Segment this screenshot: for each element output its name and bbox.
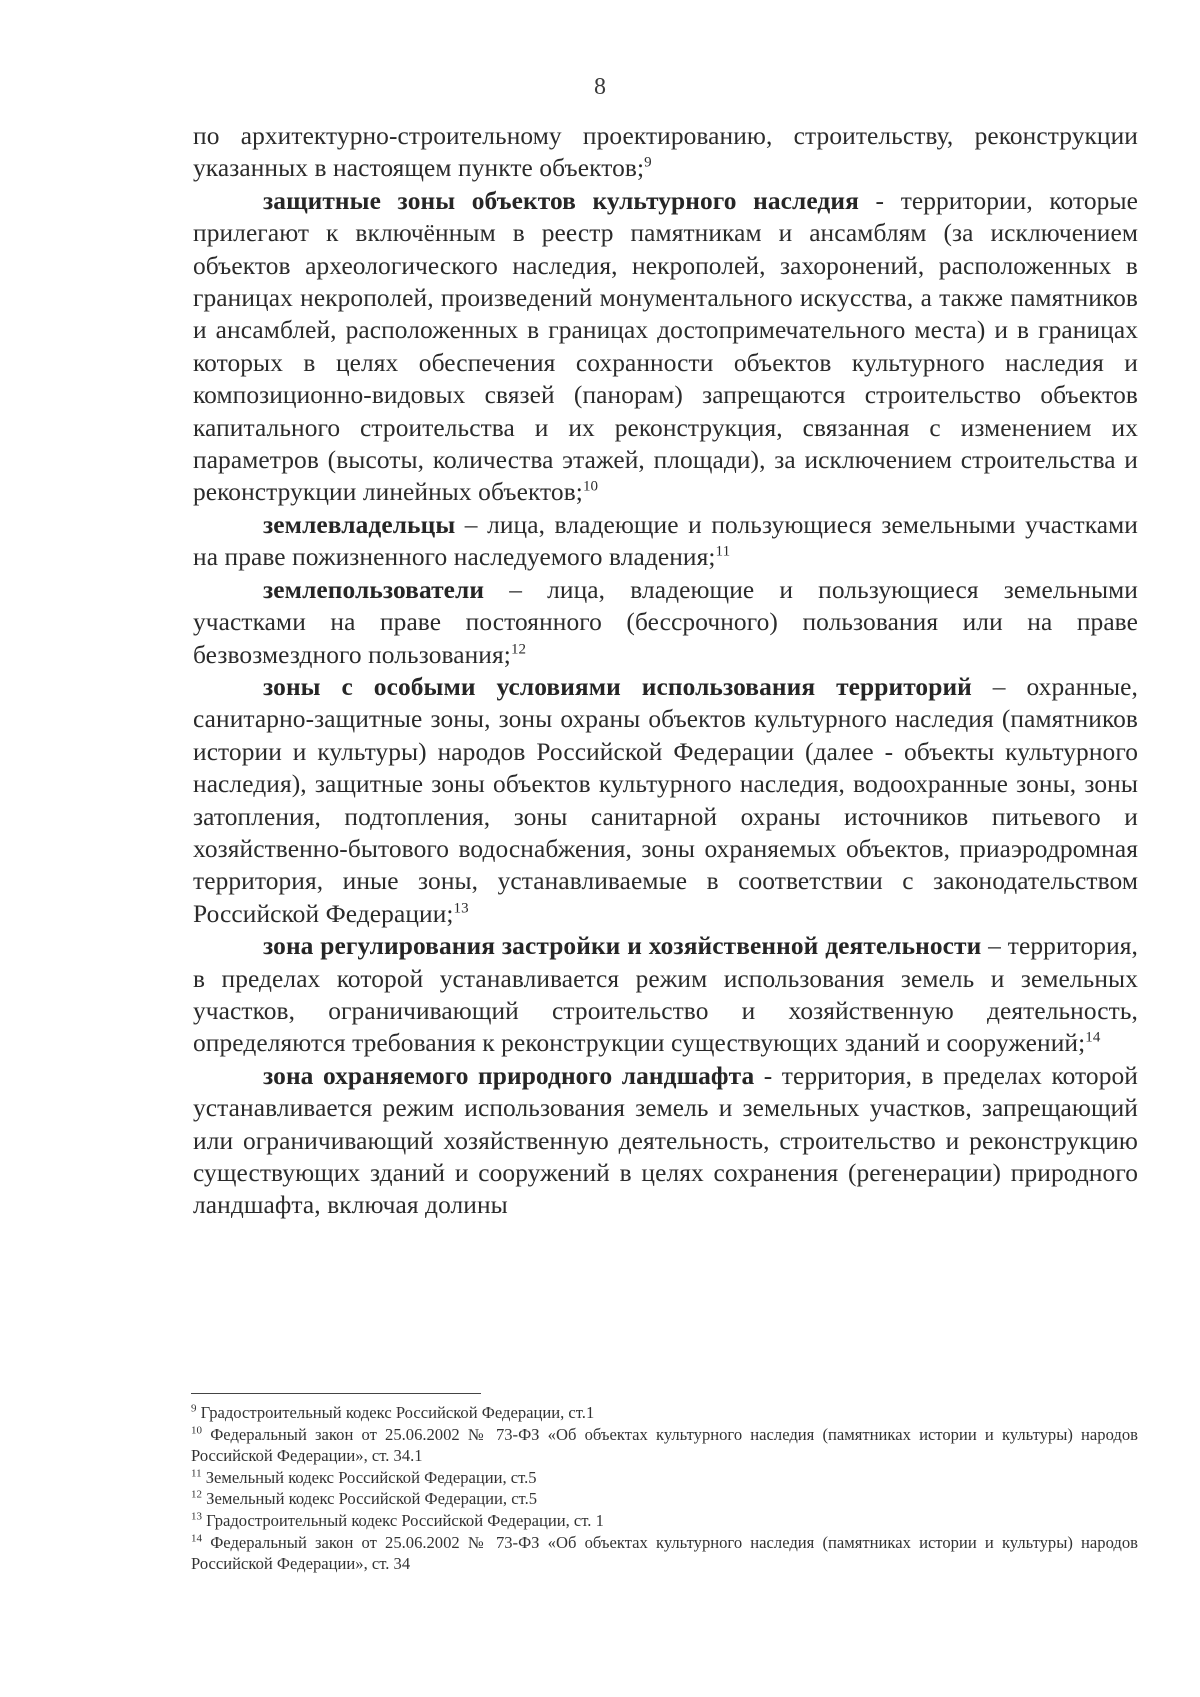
definition-text: – лица, владеющие и пользующиеся земельными участками на праве пожизненного наследуемого владения;	[193, 510, 1138, 572]
footnote-text: Федеральный закон от 25.06.2002 № 73-ФЗ «Об объектах культурного наследия (памятниках истории и культуры) народов Российской Федерации», ст. 34.1	[191, 1424, 1138, 1466]
footnote-text: Градостроительный кодекс Российской Федерации, ст.1	[196, 1403, 595, 1422]
definition-paragraph	[193, 509, 1138, 574]
defined-term: землевладельцы	[263, 510, 456, 539]
footnote-ref: 9	[644, 154, 652, 171]
footnote	[191, 1424, 1138, 1467]
definition-paragraph	[193, 185, 1138, 509]
definition-text: – лица, владеющие и пользующиеся земельными участками на праве постоянного (бессрочного) пользования или на праве безвозмездного пользования;	[193, 575, 1138, 669]
footnote-number: 10	[191, 1424, 202, 1437]
footnote-ref: 11	[715, 543, 731, 560]
footnote-number: 11	[191, 1467, 202, 1480]
footnotes	[191, 1402, 1138, 1575]
footnote-ref: 10	[582, 479, 599, 495]
footnote	[191, 1532, 1138, 1575]
footnote-separator	[191, 1393, 481, 1394]
footnote	[191, 1488, 1138, 1510]
definition-paragraph	[193, 930, 1138, 1060]
footnote-ref: 12	[510, 641, 527, 658]
footnote-number: 12	[191, 1488, 202, 1501]
defined-term: землепользователи	[263, 575, 485, 604]
footnote-text: Земельный кодекс Российской Федерации, ст.5	[201, 1467, 537, 1487]
footnote-number: 13	[191, 1510, 202, 1523]
defined-term: зона регулирования застройки и хозяйственной деятельности	[263, 932, 982, 961]
definition-paragraph	[193, 671, 1138, 930]
footnote-number: 14	[191, 1532, 202, 1545]
definition-text: – охранные, санитарно-защитные зоны, зоны охраны объектов культурного наследия (памятников истории и культуры) народов Российской Федерации (далее - объекты культурного наследия), защитные зоны объектов культурного наследия, водоохранные зоны, зоны затопления, подтопления, зоны санитарной охраны источников питьевого и хозяйственно-бытового водоснабжения, зоны охраняемых объектов, приаэродромная территория, иные зоны, устанавливаемые в соответствии с законодательством Российской Федерации;	[193, 672, 1138, 928]
main-text	[193, 120, 1138, 1222]
defined-term: зоны с особыми условиями использования территорий	[263, 672, 972, 701]
footnote	[191, 1467, 1138, 1489]
definition-text: - территории, которые прилегают к включённым в реестр памятникам и ансамблям (за исключением объектов археологического наследия, некрополей, захоронений, расположенных в границах некрополей, произведений монументального искусства, а также памятников и ансамблей, расположенных в границах достопримечательного места) и в границах которых в целях обеспечения сохранности объектов культурного наследия и композиционно-видовых связей (панорам) запрещаются строительство объектов капитального строительства и их реконструкция, связанная с изменением их параметров (высоты, количества этажей, площади), за исключением строительства и реконструкции линейных объектов;	[193, 186, 1138, 507]
definition-paragraph	[193, 574, 1138, 671]
footnote-text: Федеральный закон от 25.06.2002 № 73-ФЗ «Об объектах культурного наследия (памятниках истории и культуры) народов Российской Федерации», ст. 34	[191, 1532, 1138, 1574]
footnote-text: Градостроительный кодекс Российской Федерации, ст. 1	[202, 1510, 604, 1530]
definition-text: - территория, в пределах которой устанавливается режим использования земель и земельных участков, запрещающий или ограничивающий хозяйственную деятельность, строительство и реконструкцию существующих зданий и сооружений в целях сохранения (регенерации) природного ландшафта, включая долины	[193, 1061, 1138, 1220]
definition-text: – территория, в пределах которой устанавливается режим использования земель и земельных участков, ограничивающий строительство и хозяйственную деятельность, определяются требования к реконструкции существующих зданий и сооружений;	[193, 932, 1139, 1058]
defined-term: защитные зоны объектов культурного наследия	[263, 186, 859, 215]
footnote-number: 9	[191, 1402, 197, 1415]
paragraph-continuation	[193, 120, 1138, 185]
footnote-text: Земельный кодекс Российской Федерации, ст.5	[202, 1489, 538, 1509]
footnote	[191, 1402, 1138, 1424]
footnote-ref: 13	[453, 900, 469, 917]
footnote	[191, 1510, 1138, 1532]
footnote-ref: 14	[1085, 1029, 1101, 1046]
definition-paragraph	[193, 1060, 1138, 1222]
page-number: 8	[594, 74, 606, 100]
paragraph-text: по архитектурно-строительному проектированию, строительству, реконструкции указанных в настоящем пункте объектов;	[193, 122, 1138, 183]
defined-term: зона охраняемого природного ландшафта	[263, 1061, 755, 1090]
